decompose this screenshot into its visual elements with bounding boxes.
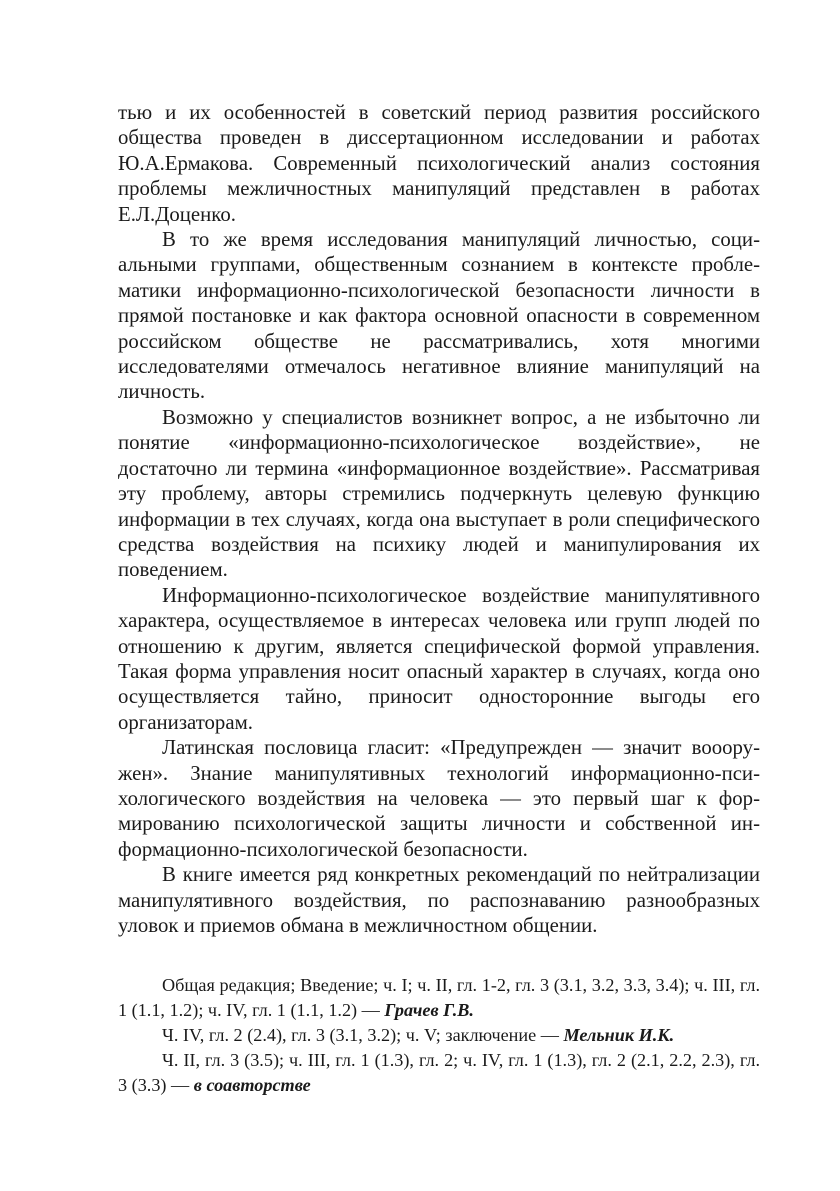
paragraph-6: В книге имеется ряд конкретных рекомендаций по нейтрализации манипулятивного воздействия, по распознаванию разнообразных уловок и приемов обмана в межличностном общении. [118,863,760,937]
paragraph-4: Информационно-психологическое воздействие манипулятивного характера, осуществляемое в интересах человека или групп людей по отношению к другим, является специфической формой управления. Такая форма управления носит опасный характер в случаях, когда оно осуществляется тайно, приносит односторонние выгоды его организаторам. [118,583,760,734]
credit-sections-2: Ч. IV, гл. 2 (2.4), гл. 3 (3.1, 3.2); ч. V; заключение — [162,1025,564,1046]
credit-author-2: Мельник И.К. [563,1025,675,1046]
credit-line-2 [118,1023,760,1048]
credit-line-1 [118,973,760,1023]
main-text [118,100,760,938]
credit-author-1: Грачев Г.В. [384,1000,474,1021]
credit-author-3: в соавторстве [193,1075,311,1096]
paragraph-2: В то же время исследования манипуляций личностью, социальными группами, общественным сознанием в контексте проблематики информационно-психологической безопасности личности в прямой постановке и как фактора основной опасности в современном российском обществе не рассматривались, хотя многими исследователями отмечалось негативное влияние манипуляций на личность. [118,228,760,404]
paragraph-1: тью и их особенностей в советский период развития российского общества проведен в диссертационном исследовании и работах Ю.А.Ермакова. Современный психологический анализ состояния проблемы межличностных манипуляций представлен в работах Е.Л.Доценко. [118,101,760,226]
paragraph-3: Возможно у специалистов возникнет вопрос, а не избыточно ли понятие «информационно-психологическое воздействие», не достаточно ли термина «информационное воздействие». Рассматривая эту проблему, авторы стремились подчеркнуть целевую функцию информации в тех случаях, когда она выступает в роли специфического средства воздействия на психику людей и манипулирования их поведением. [118,405,760,582]
document-page [118,100,760,1098]
authorship-credits [118,973,760,1098]
credit-sections-3: Ч. II, гл. 3 (3.5); ч. III, гл. 1 (1.3), гл. 2; ч. IV, гл. 1 (1.3), гл. 2 (2.1, 2.2, 2.3), гл. 3 (3.3) — [118,1050,760,1096]
credit-sections-1: Общая редакция; Введение; ч. I; ч. II, гл. 1-2, гл. 3 (3.1, 3.2, 3.3, 3.4); ч. III, гл. 1 (1.1, 1.2); ч. IV, гл. 1 (1.1, 1.2) — [118,975,760,1021]
credit-line-3 [118,1048,760,1098]
paragraph-5: Латинская пословица гласит: «Предупрежден — значит воооружен». Знание манипулятивных технологий информационно-психологического воздействия на человека — это первый шаг к формированию психологической защиты личности и собственной информационно-психологической безопасности. [118,736,760,861]
